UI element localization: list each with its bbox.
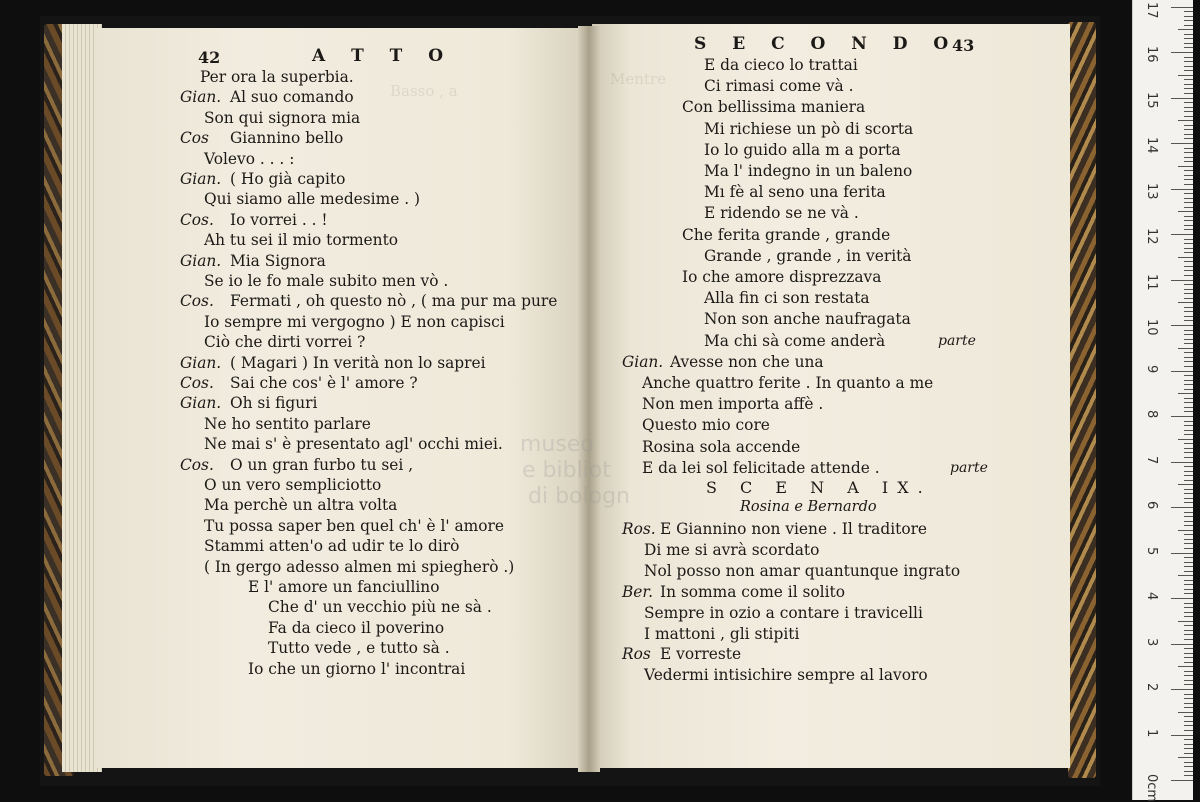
verse-line: E da lei sol felicitade attende . <box>642 458 880 477</box>
ruler-tick <box>1184 20 1193 21</box>
watermark-line-2: e bibliot <box>522 458 611 483</box>
verse-line: Ah tu sei il mio tormento <box>204 231 399 250</box>
ruler-tick <box>1184 339 1193 340</box>
ruler-tick <box>1184 11 1193 12</box>
speaker-label: Gian. <box>622 352 664 371</box>
ruler-tick <box>1184 111 1193 112</box>
ruler-tick <box>1171 644 1193 645</box>
ruler-number: 9 <box>1144 364 1159 373</box>
ruler-number: 3 <box>1144 637 1159 646</box>
verse-line: O un gran furbo tu sei , <box>230 455 414 474</box>
verse-line: Qui siamo alle medesime . ) <box>204 190 420 209</box>
ruler-tick <box>1171 507 1193 508</box>
ruler-tick <box>1184 357 1193 358</box>
ruler-tick <box>1171 98 1193 99</box>
verse-line: ( Magari ) In verità non lo saprei <box>230 353 486 372</box>
ruler-tick <box>1184 634 1193 635</box>
right-running-header: S E C O N D O <box>694 34 959 54</box>
ruler-tick <box>1184 311 1193 312</box>
ruler-tick <box>1184 680 1193 681</box>
verse-line: Rosina sola accende <box>642 437 801 456</box>
ruler-tick <box>1184 202 1193 203</box>
verse-line: Nol posso non amar quantunque ingrato <box>644 561 961 580</box>
verse-line: Fermati , oh questo nò , ( ma pur ma pure <box>230 292 558 311</box>
ruler-tick <box>1178 211 1193 212</box>
left-page-number: 42 <box>198 48 221 67</box>
verse-line: Ne ho sentito parlare <box>204 414 371 433</box>
ruler-tick <box>1184 84 1193 85</box>
ruler-tick <box>1178 348 1193 349</box>
ruler-tick <box>1184 493 1193 494</box>
ruler-tick <box>1178 302 1193 303</box>
verse-line: E l' amore un fanciullino <box>248 578 440 596</box>
ruler-tick <box>1184 657 1193 658</box>
ruler-tick <box>1184 34 1193 35</box>
ruler-tick <box>1184 607 1193 608</box>
ruler-tick <box>1184 762 1193 763</box>
ruler-tick <box>1184 225 1193 226</box>
verse-line: Se io le fo male subito men vò . <box>204 272 449 290</box>
ruler-tick <box>1184 771 1193 772</box>
ruler-tick <box>1184 580 1193 581</box>
ruler-number: 14 <box>1144 137 1159 154</box>
ruler-tick <box>1184 448 1193 449</box>
ruler-tick <box>1184 170 1193 171</box>
ruler-tick <box>1178 29 1193 30</box>
ruler-tick <box>1184 571 1193 572</box>
ruler-tick <box>1184 566 1193 567</box>
ruler-tick <box>1184 16 1193 17</box>
ruler-tick <box>1184 525 1193 526</box>
ruler-tick <box>1184 125 1193 126</box>
ruler-number: 1 <box>1144 728 1159 737</box>
ruler-tick <box>1184 703 1193 704</box>
watermark-line-1: museo <box>520 432 594 457</box>
ruler-tick <box>1184 93 1193 94</box>
verse-line: Volevo . . . : <box>204 149 295 168</box>
speaker-label: Cos. <box>180 374 214 392</box>
ruler-tick <box>1184 270 1193 271</box>
ruler-tick <box>1184 138 1193 139</box>
ruler-tick <box>1178 120 1193 121</box>
ruler-tick <box>1171 189 1193 190</box>
ruler-tick <box>1184 289 1193 290</box>
watermark-line-3: di bologn <box>528 484 630 509</box>
ruler-tick <box>1184 389 1193 390</box>
ruler-tick <box>1184 343 1193 344</box>
ruler-tick <box>1171 234 1193 235</box>
verse-line: E ridendo se ne và . <box>704 204 859 223</box>
ruler-tick <box>1184 266 1193 267</box>
verse-line: Ma perchè un altra volta <box>204 496 398 515</box>
ruler-tick <box>1184 466 1193 467</box>
ruler-number: 4 <box>1144 592 1159 601</box>
ruler-tick <box>1184 161 1193 162</box>
verse-line: Fa da cieco il poverino <box>268 618 445 637</box>
ruler-tick <box>1178 530 1193 531</box>
ruler-tick <box>1184 521 1193 522</box>
ruler-number: 8 <box>1144 410 1159 419</box>
speaker-label: Gian. <box>180 353 222 372</box>
ruler-tick <box>1184 175 1193 176</box>
speaker-label: Cos. <box>180 210 214 229</box>
ruler-tick <box>1184 475 1193 476</box>
ruler-tick <box>1184 684 1193 685</box>
ruler-tick <box>1184 653 1193 654</box>
verse-line: Non son anche naufragata <box>704 310 911 329</box>
ruler-tick <box>1178 166 1193 167</box>
verse-line: Anche quattro ferite . In quanto a me <box>642 374 934 392</box>
ruler-tick <box>1184 584 1193 585</box>
verse-line: Grande , grande , in verità <box>704 246 912 265</box>
verse-line: Ma l' indegno in un baleno <box>704 162 913 180</box>
ruler-tick <box>1184 152 1193 153</box>
speaker-label: Ros. <box>622 520 656 538</box>
verse-line: Io lo guido alla m a porta <box>704 140 901 159</box>
ruler-tick <box>1184 134 1193 135</box>
speaker-label: Cos <box>180 129 209 148</box>
ruler-tick <box>1184 739 1193 740</box>
ruler-tick <box>1184 612 1193 613</box>
ruler-tick <box>1184 430 1193 431</box>
verse-line: Sai che cos' è l' amore ? <box>230 374 418 392</box>
ruler-tick <box>1171 462 1193 463</box>
verse-line: Vedermi intisichire sempre al lavoro <box>644 666 928 685</box>
ruler-tick <box>1184 443 1193 444</box>
ruler-tick <box>1184 298 1193 299</box>
ruler-tick <box>1184 557 1193 558</box>
ruler-tick <box>1184 489 1193 490</box>
verse-line: Ci rimasi come và . <box>704 77 854 96</box>
verse-line: E vorreste <box>660 645 742 664</box>
verse-line: Che d' un vecchio più ne sà . <box>268 598 492 617</box>
ruler-tick <box>1184 243 1193 244</box>
ruler-tick <box>1184 179 1193 180</box>
ruler-number: 13 <box>1144 182 1159 200</box>
ruler-tick <box>1184 411 1193 412</box>
scene-characters: Rosina e Bernardo <box>740 499 877 515</box>
ruler-tick <box>1184 753 1193 754</box>
ruler-tick <box>1184 516 1193 517</box>
verse-line: Stammi atten'o ad udir te lo dirò <box>204 537 460 556</box>
stage-direction: parte <box>938 332 976 349</box>
ruler-number: 10 <box>1144 319 1159 336</box>
ruler-number: 17 <box>1144 2 1159 19</box>
ruler-tick <box>1184 220 1193 221</box>
verse-line: Mı fè al seno una ferita <box>704 183 886 202</box>
verse-line: Di me si avrà scordato <box>644 540 820 559</box>
ruler-tick <box>1178 393 1193 394</box>
ruler-tick <box>1184 330 1193 331</box>
ruler-tick <box>1184 248 1193 249</box>
ruler-tick <box>1184 402 1193 403</box>
ruler-tick <box>1184 775 1193 776</box>
verse-line: Mi richiese un pò di scorta <box>704 119 914 138</box>
verse-line: Oh si figuri <box>230 394 318 413</box>
ruler-tick <box>1171 143 1193 144</box>
ruler-tick <box>1184 284 1193 285</box>
speaker-label: Gian. <box>180 251 222 270</box>
verse-line: I mattoni , gli stipiti <box>644 624 800 643</box>
ruler-tick <box>1184 307 1193 308</box>
ruler-tick <box>1184 193 1193 194</box>
right-page-number: 43 <box>952 36 975 55</box>
ruler-tick <box>1184 207 1193 208</box>
ruler-tick <box>1184 239 1193 240</box>
ruler-tick <box>1184 425 1193 426</box>
marbled-cover-right <box>1068 22 1096 778</box>
ruler-tick <box>1171 416 1193 417</box>
verse-line: Che ferita grande , grande <box>682 225 891 244</box>
ruler-tick <box>1184 539 1193 540</box>
ruler-tick <box>1171 735 1193 736</box>
ruler-tick <box>1184 198 1193 199</box>
verse-line: Con bellissima maniera <box>682 98 866 117</box>
ruler-tick <box>1171 689 1193 690</box>
scene-title: S C E N A IX. <box>706 478 932 497</box>
verse-line: ( In gergo adesso almen mi spiegherò .) <box>204 557 515 576</box>
ruler-number: 11 <box>1144 273 1159 291</box>
ruler-tick <box>1171 553 1193 554</box>
ruler-tick <box>1184 648 1193 649</box>
ruler-number: 12 <box>1144 228 1159 245</box>
verse-line: Ne mai s' è presentato agl' occhi miei. <box>204 435 503 454</box>
ruler-tick <box>1184 116 1193 117</box>
ruler-tick <box>1184 47 1193 48</box>
ruler-tick <box>1184 662 1193 663</box>
ruler-tick <box>1184 730 1193 731</box>
ruler-tick <box>1184 593 1193 594</box>
ruler-tick <box>1171 371 1193 372</box>
ruler-tick <box>1184 184 1193 185</box>
ruler-tick <box>1184 361 1193 362</box>
ruler-tick <box>1184 70 1193 71</box>
left-running-header: A T T O <box>312 46 454 66</box>
ruler-tick <box>1184 320 1193 321</box>
ruler-tick <box>1171 325 1193 326</box>
ruler-tick <box>1184 38 1193 39</box>
ruler-tick <box>1184 375 1193 376</box>
ruler-tick <box>1184 639 1193 640</box>
ruler-tick <box>1184 157 1193 158</box>
ruler-tick <box>1178 666 1193 667</box>
ruler-tick <box>1178 757 1193 758</box>
measurement-ruler <box>1132 0 1193 800</box>
verse-line: Tutto vede , e tutto sà . <box>268 639 450 658</box>
ruler-tick <box>1184 261 1193 262</box>
ruler-tick <box>1178 484 1193 485</box>
ruler-tick <box>1184 616 1193 617</box>
ruler-tick <box>1178 257 1193 258</box>
ruler-tick <box>1184 352 1193 353</box>
ruler-tick <box>1184 707 1193 708</box>
verse-line: Questo mio core <box>642 416 770 435</box>
ruler-tick <box>1171 598 1193 599</box>
ruler-tick <box>1184 748 1193 749</box>
ruler-tick <box>1184 548 1193 549</box>
speaker-label: Cos. <box>180 455 214 474</box>
verse-line: Io sempre mi vergogno ) E non capisci <box>204 312 505 331</box>
ruler-tick <box>1184 398 1193 399</box>
ruler-tick <box>1184 275 1193 276</box>
verse-line: Ciò che dirti vorrei ? <box>204 333 366 352</box>
verse-line: Mia Signora <box>230 251 326 270</box>
verse-line: E da cieco lo trattai <box>704 56 858 74</box>
ruler-tick <box>1178 575 1193 576</box>
ruler-tick <box>1184 366 1193 367</box>
ruler-number: 0cm <box>1144 774 1159 802</box>
book-gutter <box>578 26 600 772</box>
ruler-tick <box>1184 716 1193 717</box>
ruler-tick <box>1171 280 1193 281</box>
verse-line: Alla fin ci son restata <box>704 289 870 308</box>
ruler-tick <box>1184 534 1193 535</box>
ruler-number: 6 <box>1144 501 1159 510</box>
ruler-tick <box>1184 293 1193 294</box>
ruler-tick <box>1184 766 1193 767</box>
ruler-tick <box>1184 43 1193 44</box>
ruler-tick <box>1184 671 1193 672</box>
ruler-tick <box>1184 457 1193 458</box>
speaker-label: Gian. <box>180 394 222 413</box>
verse-line: E Giannino non viene . Il traditore <box>660 520 928 538</box>
ruler-tick <box>1184 480 1193 481</box>
ruler-tick <box>1184 694 1193 695</box>
ruler-tick <box>1184 725 1193 726</box>
ruler-tick <box>1184 380 1193 381</box>
speaker-label: Ber. <box>622 582 653 601</box>
speaker-label: Gian. <box>180 170 222 188</box>
ruler-tick <box>1184 79 1193 80</box>
ruler-tick <box>1184 562 1193 563</box>
ruler-number: 16 <box>1144 46 1159 63</box>
ruler-tick <box>1184 452 1193 453</box>
verse-line: Avesse non che una <box>670 352 824 371</box>
ruler-tick <box>1184 721 1193 722</box>
ruler-tick <box>1184 512 1193 513</box>
ruler-tick <box>1184 630 1193 631</box>
verse-line: Son qui signora mia <box>204 108 361 127</box>
speaker-label: Cos. <box>180 292 214 311</box>
ruler-tick <box>1171 52 1193 53</box>
ruler-tick <box>1184 229 1193 230</box>
speaker-label: Ros <box>622 645 651 664</box>
ruler-tick <box>1184 102 1193 103</box>
ruler-tick <box>1178 439 1193 440</box>
show-through-text: Mentre <box>610 70 666 88</box>
verse-line: Al suo comando <box>230 88 354 107</box>
ruler-tick <box>1184 407 1193 408</box>
verse-line: Giannino bello <box>230 129 344 148</box>
ruler-tick <box>1184 698 1193 699</box>
ruler-tick <box>1184 625 1193 626</box>
ruler-tick <box>1184 589 1193 590</box>
stage-direction: parte <box>950 459 988 476</box>
verse-line: Io che un giorno l' incontrai <box>248 659 466 678</box>
show-through-text: Basso , a <box>390 82 458 100</box>
verse-line: Ma chi sà come anderà <box>704 331 886 350</box>
verse-line: Io vorrei . . ! <box>230 210 328 229</box>
ruler-tick <box>1171 780 1193 781</box>
ruler-tick <box>1184 25 1193 26</box>
ruler-tick <box>1184 384 1193 385</box>
ruler-tick <box>1184 88 1193 89</box>
ruler-tick <box>1184 148 1193 149</box>
ruler-tick <box>1184 107 1193 108</box>
ruler-tick <box>1178 712 1193 713</box>
ruler-tick <box>1184 744 1193 745</box>
verse-line: ( Ho già capito <box>230 170 346 188</box>
ruler-tick <box>1184 675 1193 676</box>
verse-line: Non men importa affè . <box>642 395 824 414</box>
ruler-tick <box>1184 603 1193 604</box>
ruler-tick <box>1184 498 1193 499</box>
ruler-tick <box>1184 543 1193 544</box>
verse-line: Sempre in ozio a contare i travicelli <box>644 603 923 622</box>
ruler-tick <box>1184 316 1193 317</box>
ruler-tick <box>1184 471 1193 472</box>
ruler-tick <box>1184 57 1193 58</box>
verse-line: Per ora la superbia. <box>200 68 354 86</box>
ruler-tick <box>1178 75 1193 76</box>
verse-line: O un vero sempliciotto <box>204 476 382 494</box>
ruler-tick <box>1184 216 1193 217</box>
ruler-tick <box>1184 66 1193 67</box>
ruler-tick <box>1184 421 1193 422</box>
ruler-number: 15 <box>1144 91 1159 109</box>
verse-line: In somma come il solito <box>660 582 845 601</box>
verse-line: Tu possa saper ben quel ch' è l' amore <box>204 516 504 535</box>
ruler-number: 5 <box>1144 546 1159 555</box>
ruler-number: 2 <box>1144 683 1159 692</box>
ruler-tick <box>1184 334 1193 335</box>
ruler-tick <box>1184 129 1193 130</box>
speaker-label: Gian. <box>180 88 222 107</box>
ruler-tick <box>1184 434 1193 435</box>
ruler-tick <box>1171 7 1193 8</box>
ruler-number: 7 <box>1144 455 1159 464</box>
ruler-tick <box>1184 252 1193 253</box>
ruler-tick <box>1184 61 1193 62</box>
ruler-tick <box>1178 621 1193 622</box>
verse-line: Io che amore disprezzava <box>682 268 882 286</box>
ruler-tick <box>1184 502 1193 503</box>
